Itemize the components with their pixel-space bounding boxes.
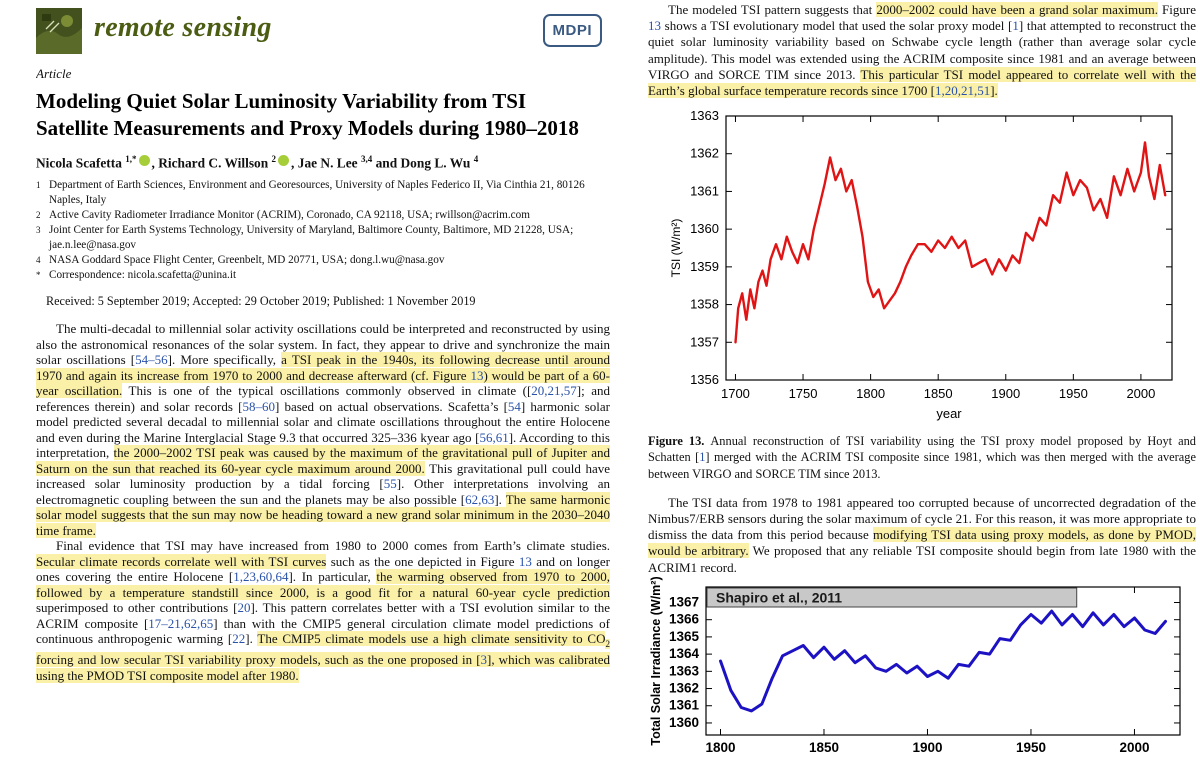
- svg-text:1900: 1900: [912, 739, 943, 755]
- citation-link[interactable]: 13: [470, 367, 484, 383]
- affiliation-marker: 3: [36, 225, 41, 236]
- text-run: ].: [245, 631, 258, 647]
- text-run: and Dong L. Wu: [372, 155, 474, 171]
- svg-text:1800: 1800: [856, 386, 886, 402]
- page-right: [648, 0, 1196, 780]
- svg-text:1361: 1361: [668, 697, 699, 713]
- citation-link[interactable]: 20: [237, 600, 251, 616]
- text-run: The TSI data from 1978 to 1981 appeared too corrupted because of uncorrected degradation of the Nimbus7/ERB sensors during the solar maximum of cycle 21. For this reason, it was more appropriate to dismiss the data from this period because: [648, 494, 1196, 543]
- text-run: ]. Other interpretations involving an electromagnetic coupling between the sun and the planets may be also possible [: [36, 476, 610, 507]
- citation-link[interactable]: 3: [480, 652, 488, 668]
- text-run: 3,4: [360, 153, 373, 164]
- text-run: The same harmonic solar model suggests that the sun may now be heading toward a new grand solar minimum in the 2030–2040 time frame.: [36, 491, 610, 538]
- svg-text:1950: 1950: [1015, 739, 1046, 755]
- authors-line: [36, 154, 610, 171]
- orcid-icon: [139, 155, 150, 166]
- affiliation-item: [36, 178, 600, 208]
- text-run: 4: [473, 153, 479, 164]
- svg-text:2000: 2000: [1126, 386, 1156, 402]
- text-run: ]. More specifically,: [167, 352, 282, 368]
- text-run: Nicola Scafetta: [36, 155, 126, 171]
- text-run: This is one of the typical oscillations commonly observed in climate ([: [122, 383, 532, 399]
- svg-text:1356: 1356: [690, 372, 719, 388]
- text-run: 1,*: [125, 153, 137, 164]
- citation-link[interactable]: 20,21,57: [531, 383, 577, 399]
- dates-line: Received: 5 September 2019; Accepted: 29 October 2019; Published: 1 November 2019: [46, 294, 476, 309]
- citation-link[interactable]: 1: [1012, 18, 1019, 34]
- svg-text:1359: 1359: [690, 259, 719, 275]
- citation-link[interactable]: 58–60: [242, 398, 275, 414]
- text-run: The multi-decadal to millennial solar activity oscillations could be interpreted and reconstructed by using also the astronomical resonances of the solar system. In fact, they appear to drive and synchronize the main solar oscillations [: [36, 321, 610, 368]
- text-run: modifying TSI data using proxy models, as done by PMOD, would be arbitrary.: [648, 527, 1196, 559]
- text-run: Figure 13.: [648, 434, 711, 449]
- citation-link[interactable]: 54: [507, 398, 521, 414]
- svg-text:1364: 1364: [668, 645, 699, 661]
- svg-text:Total Solar Irradiance (W/m²): Total Solar Irradiance (W/m²): [649, 576, 663, 746]
- citation-link[interactable]: 1,23,60,64: [233, 569, 289, 585]
- text-run: shows a TSI evolutionary model that used the solar proxy model [: [661, 18, 1013, 34]
- text-run: Figure: [1157, 2, 1196, 17]
- text-run: Figure: [432, 367, 471, 383]
- paper-title: Modeling Quiet Solar Luminosity Variability from TSI Satellite Measurements and Proxy Models during 1980–2018: [36, 89, 579, 140]
- svg-text:1850: 1850: [808, 739, 840, 755]
- affiliation-item: [36, 253, 600, 268]
- text-run: ] harmonic solar model predicted several decadal to millennial solar and climate oscillations throughout the entire Holocene and even during the Marine Interglacial Stage 9.3 that occurred 325–336 kyear ago [: [36, 398, 610, 445]
- citation-link[interactable]: 13: [648, 18, 661, 34]
- svg-text:1363: 1363: [668, 663, 699, 679]
- figure-13-tsi-chart: [664, 106, 1196, 424]
- svg-text:2000: 2000: [1119, 739, 1150, 755]
- text-run: 2: [605, 638, 610, 649]
- svg-text:1362: 1362: [690, 145, 719, 161]
- citation-link[interactable]: 55: [383, 476, 397, 492]
- svg-text:1363: 1363: [690, 108, 719, 124]
- svg-text:1700: 1700: [720, 386, 750, 402]
- text-run: Annual reconstruction of TSI variability using the TSI proxy model proposed by Hoyt and Schatten [: [648, 434, 1196, 465]
- svg-text:1365: 1365: [668, 628, 699, 644]
- paragraph-tsi-data-1978: [648, 495, 1196, 576]
- figure-13-caption: [648, 433, 1196, 482]
- affiliation-text: Active Cavity Radiometer Irradiance Monitor (ACRIM), Coronado, CA 92118, USA; rwillson@acrim.com: [49, 209, 530, 222]
- svg-text:Shapiro et al., 2011: Shapiro et al., 2011: [716, 589, 843, 606]
- text-run: Secular climate records correlate well with TSI curves: [36, 553, 327, 569]
- svg-text:1850: 1850: [923, 386, 953, 402]
- text-run: We proposed that any reliable TSI composite should begin from late 1980 with the ACRIM1 record.: [648, 543, 1196, 575]
- text-run: ) would be part of a 60-year oscillation.: [36, 367, 610, 399]
- svg-text:1950: 1950: [1058, 386, 1088, 402]
- text-run: Final evidence that TSI may have increased from 1980 to 2000 comes from Earth’s climate studies.: [56, 538, 610, 554]
- affiliation-text: Joint Center for Earth Systems Technology, University of Maryland, Baltimore County, Baltimore, MD 21228, USA; jae.n.lee@nasa.gov: [49, 224, 574, 252]
- shapiro-2011-chart: [648, 576, 1196, 761]
- article-type-label: Article: [36, 66, 72, 81]
- journal-name: remote sensing: [94, 12, 272, 43]
- citation-link[interactable]: 13: [518, 553, 532, 569]
- paragraph-final-evidence: [36, 538, 610, 683]
- text-run: This particular TSI model appeared to correlate well with the Earth’s global surface temperature records since 1700 [: [648, 66, 1196, 99]
- text-run: This gravitational pull could have increased solar luminosity production by a tidal forcing [: [36, 460, 610, 492]
- citation-link[interactable]: 56,61: [479, 429, 509, 445]
- citation-link[interactable]: 62,63: [465, 491, 495, 507]
- svg-text:1358: 1358: [690, 296, 719, 312]
- svg-text:1900: 1900: [991, 386, 1021, 402]
- mdpi-logo[interactable]: MDPI: [543, 14, 603, 47]
- text-run: ] than with the CMIP5 general circulation climate model predictions of continuous anthropogenic warming [: [36, 615, 610, 647]
- text-run: such as the one depicted in Figure: [326, 553, 519, 569]
- affiliation-marker: 2: [36, 210, 41, 221]
- affiliation-marker: 4: [36, 255, 41, 266]
- page-left: [36, 0, 610, 780]
- citation-link[interactable]: 1: [699, 450, 706, 465]
- text-run: ] merged with the ACRIM TSI composite since 1981, which was then merged with the average between VIRGO and SORCE TIM since 2013.: [648, 450, 1196, 481]
- text-run: The modeled TSI pattern suggests that: [668, 2, 877, 17]
- affiliation-text: Department of Earth Sciences, Environment and Georesources, University of Naples Federico II, Via Cinthia 21, 80126 Naples, Italy: [49, 179, 585, 207]
- correspondence-item: [36, 268, 600, 283]
- orcid-icon: [278, 155, 289, 166]
- text-run: ]. According to this interpretation,: [36, 429, 610, 461]
- text-run: 2: [271, 153, 277, 164]
- correspondence-text: Correspondence: nicola.scafetta@unina.it: [49, 269, 237, 282]
- text-run: ] based on actual observations. Scafetta’s [: [274, 398, 508, 414]
- text-run: ]. This pattern correlates better with a TSI evolution similar to the ACRIM composite [: [36, 600, 610, 631]
- svg-text:1360: 1360: [668, 714, 699, 730]
- affiliation-marker: 1: [36, 180, 41, 191]
- svg-text:1750: 1750: [788, 386, 818, 402]
- paragraph-solar-oscillations: [36, 321, 610, 538]
- text-run: a TSI peak in the 1940s, its following decrease until around 1970 and again its increase from 1970 to 2000 and decrease afterward (cf.: [36, 352, 610, 383]
- text-run: and on longer ones covering the entire Holocene [: [36, 553, 610, 585]
- text-run: forcing and low secular TSI variability proxy models, such as the one proposed in [: [36, 652, 481, 668]
- text-run: ]. In particular,: [288, 569, 377, 585]
- text-run: The CMIP5 climate models use a high climate sensitivity to CO: [257, 631, 606, 647]
- svg-text:1362: 1362: [668, 680, 699, 696]
- text-run: 2000–2002 could have been a grand solar maximum.: [876, 2, 1158, 17]
- journal-logo-icon: [36, 8, 82, 54]
- correspondence-marker: *: [36, 270, 41, 281]
- svg-text:1800: 1800: [705, 739, 736, 755]
- svg-text:1367: 1367: [668, 594, 699, 610]
- text-run: the 2000–2002 TSI peak was caused by the maximum of the gravitational pull of Jupiter and Saturn on the sun that reached its 60-year cycle maximum around 2000.: [36, 445, 610, 476]
- journal-header: [36, 8, 610, 54]
- paragraph-modeled-tsi: [648, 2, 1196, 99]
- text-run: , Richard C. Willson: [151, 155, 272, 171]
- svg-text:1360: 1360: [690, 221, 719, 237]
- svg-text:year: year: [936, 406, 962, 422]
- text-run: the warming observed from 1970 to 2000, followed by a temperature standstill since 2000, is a good fit for a natural 60-year cycle prediction: [36, 569, 610, 600]
- affiliation-item: [36, 208, 600, 223]
- text-run: ]; and references therein) and solar records [: [36, 383, 610, 414]
- svg-text:1361: 1361: [690, 183, 719, 199]
- text-run: ], which was calibrated using the PMOD TSI composite model after 1980.: [36, 652, 610, 683]
- svg-text:1357: 1357: [690, 334, 719, 350]
- text-run: ] that attempted to reconstruct the quiet solar luminosity variability based on Schwabe cycle length (rather than average solar cycle amplitude). This model was extended using the ACRIM composite since 1981 and an average between VIRGO and SORCE TIM since 2013.: [648, 18, 1196, 82]
- citation-link[interactable]: 22: [232, 631, 246, 647]
- citation-link[interactable]: 1,20,21,51: [934, 83, 991, 99]
- affiliations-block: [36, 178, 600, 283]
- text-run: ].: [494, 491, 506, 507]
- svg-text:1366: 1366: [668, 611, 699, 627]
- affiliation-item: [36, 223, 600, 253]
- text-run: ].: [990, 83, 998, 99]
- citation-link[interactable]: 54–56: [135, 352, 168, 368]
- text-run: superimposed to other contributions [: [36, 600, 238, 616]
- svg-text:TSI (W/m²): TSI (W/m²): [669, 218, 683, 278]
- affiliation-text: NASA Goddard Space Flight Center, Greenbelt, MD 20771, USA; dong.l.wu@nasa.gov: [49, 254, 445, 267]
- text-run: , Jae N. Lee: [291, 155, 361, 171]
- citation-link[interactable]: 17–21,62,65: [148, 615, 214, 631]
